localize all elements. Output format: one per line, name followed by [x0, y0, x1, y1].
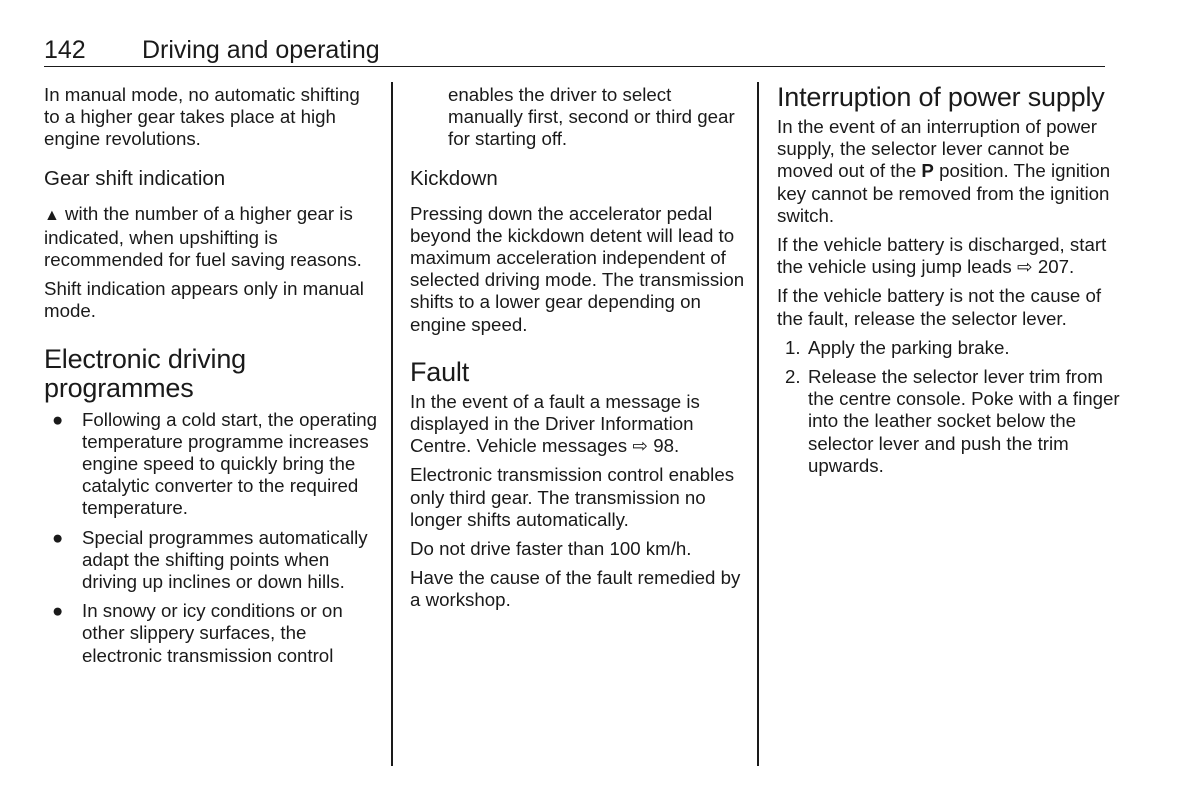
continuation-paragraph: enables the driver to select manually first, second or third gear for starting off.	[448, 84, 735, 150]
page-reference[interactable]: 207.	[1037, 256, 1075, 278]
column-1	[44, 84, 379, 674]
power-paragraph: In the event of an interruption of power supply, the selector lever cannot be moved out of the P position. The ignition key cannot be removed from the ignition switch.	[777, 116, 1111, 226]
bullet-icon: ●	[52, 408, 64, 430]
page-header	[44, 34, 1105, 67]
list-item: ● Special programmes automatically adapt the shifting points when driving up inclines or down hills.	[52, 526, 368, 593]
fault-heading: Fault	[410, 356, 470, 387]
column-2	[410, 84, 745, 619]
list-item: ● In snowy or icy conditions or on other slippery surfaces, the electronic transmission control	[52, 600, 343, 666]
up-triangle-icon: ▲	[44, 206, 60, 224]
column-3	[777, 84, 1122, 484]
section-title: Driving and operating	[142, 36, 380, 64]
page-reference[interactable]: 98.	[653, 435, 680, 457]
programmes-heading: Electronic driving programmes	[44, 343, 246, 403]
step-number: 2.	[785, 366, 801, 388]
park-position-label: P	[921, 160, 934, 182]
fault-paragraph: In the event of a fault a message is displayed in the Driver Information Centre. Vehicle messages ⇨ 98.	[410, 390, 700, 457]
intro-paragraph: In manual mode, no automatic shifting to a higher gear takes place at high engine revolutions.	[44, 84, 360, 150]
page-reference-icon: ⇨	[632, 435, 648, 457]
fault-paragraph: Do not drive faster than 100 km/h.	[410, 538, 692, 560]
fault-paragraph: Have the cause of the fault remedied by a workshop.	[410, 567, 741, 611]
programmes-list	[44, 409, 379, 667]
power-supply-heading: Interruption of power supply	[777, 82, 1105, 112]
gear-shift-note: Shift indication appears only in manual mode.	[44, 278, 364, 322]
page-number: 142	[44, 36, 86, 64]
kickdown-paragraph: Pressing down the accelerator pedal beyond the kickdown detent will lead to maximum acceleration independent of selected driving mode. The transmission shifts to a lower gear depending on engine speed.	[410, 202, 745, 335]
column-divider	[391, 82, 393, 766]
column-divider	[757, 82, 759, 766]
gear-shift-heading: Gear shift indication	[44, 166, 226, 190]
bullet-icon: ●	[52, 600, 64, 622]
power-paragraph: If the vehicle battery is not the cause of the fault, release the selector lever.	[777, 285, 1102, 329]
list-item: ● Following a cold start, the operating temperature programme increases engine speed to quickly bring the catalytic converter to the required temperature.	[52, 408, 378, 519]
page-reference-icon: ⇨	[1016, 256, 1033, 278]
kickdown-heading: Kickdown	[410, 166, 498, 190]
step-number: 1.	[785, 336, 801, 358]
list-item: 2. Release the selector lever trim from the centre console. Poke with a finger into the leather socket below the selector lever and push the trim upwards.	[785, 366, 1120, 476]
bullet-icon: ●	[52, 526, 64, 548]
power-paragraph: If the vehicle battery is discharged, start the vehicle using jump leads ⇨ 207.	[777, 234, 1107, 278]
fault-paragraph: Electronic transmission control enables only third gear. The transmission no longer shifts automatically.	[410, 464, 735, 530]
list-item: 1. Apply the parking brake.	[785, 336, 1010, 358]
steps-list	[777, 337, 1122, 477]
gear-shift-paragraph: ▲ with the number of a higher gear is indicated, when upshifting is recommended for fuel saving reasons.	[44, 202, 362, 271]
